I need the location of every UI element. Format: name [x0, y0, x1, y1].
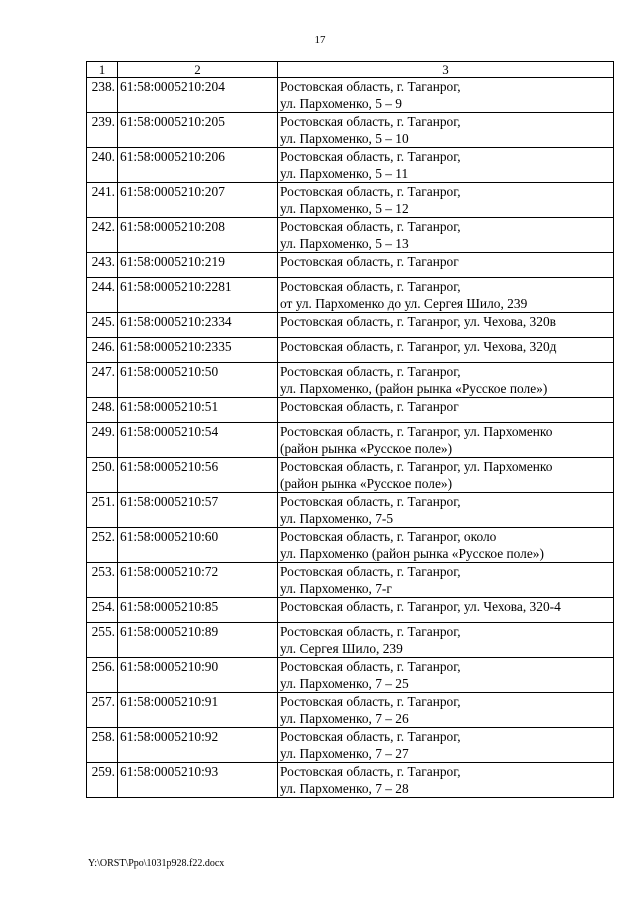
cadastral-number-cell: 61:58:0005210:92	[118, 728, 278, 763]
column-header-address: 3	[278, 62, 614, 78]
row-number-cell: 257.	[87, 693, 118, 728]
cadastral-number-cell: 61:58:0005210:72	[118, 563, 278, 598]
row-number-cell: 245.	[87, 313, 118, 338]
column-header-number: 1	[87, 62, 118, 78]
cadastral-number-cell: 61:58:0005210:90	[118, 658, 278, 693]
address-line: ул. Пархоменко, 5 – 12	[280, 201, 409, 216]
address-cell	[278, 763, 614, 798]
row-number-cell: 244.	[87, 278, 118, 313]
address-cell	[278, 528, 614, 563]
address-line: Ростовская область, г. Таганрог,	[280, 149, 461, 164]
address-line: Ростовская область, г. Таганрог,	[280, 729, 461, 744]
table-row	[87, 458, 614, 493]
cadastral-number-cell: 61:58:0005210:50	[118, 363, 278, 398]
address-line: Ростовская область, г. Таганрог, ул. Чехова, 320д	[280, 339, 557, 354]
table-row	[87, 338, 614, 363]
address-line: Ростовская область, г. Таганрог, ул. Чехова, 320-4	[280, 599, 561, 614]
address-cell	[278, 623, 614, 658]
table-row	[87, 763, 614, 798]
address-line: (район рынка «Русское поле»)	[280, 476, 453, 491]
address-line: ул. Сергея Шило, 239	[280, 641, 403, 656]
table-row	[87, 218, 614, 253]
table-row	[87, 563, 614, 598]
address-line: Ростовская область, г. Таганрог,	[280, 279, 461, 294]
table-row	[87, 363, 614, 398]
address-line: Ростовская область, г. Таганрог,	[280, 364, 461, 379]
address-line: Ростовская область, г. Таганрог,	[280, 764, 461, 779]
row-number-cell: 240.	[87, 148, 118, 183]
table-row	[87, 598, 614, 623]
row-number-cell: 249.	[87, 423, 118, 458]
address-line: ул. Пархоменко, 5 – 10	[280, 131, 409, 146]
table-row	[87, 728, 614, 763]
address-cell	[278, 148, 614, 183]
address-line: Ростовская область, г. Таганрог,	[280, 694, 461, 709]
address-line: ул. Пархоменко (район рынка «Русское поле»)	[280, 546, 544, 561]
table-row	[87, 78, 614, 113]
address-cell	[278, 423, 614, 458]
row-number-cell: 256.	[87, 658, 118, 693]
table-body	[87, 78, 614, 798]
cadastral-number-cell: 61:58:0005210:57	[118, 493, 278, 528]
address-cell	[278, 493, 614, 528]
address-cell	[278, 363, 614, 398]
table-header-row	[87, 62, 614, 78]
cadastral-number-cell: 61:58:0005210:54	[118, 423, 278, 458]
cadastral-number-cell: 61:58:0005210:2281	[118, 278, 278, 313]
address-cell	[278, 278, 614, 313]
cadastral-number-cell: 61:58:0005210:2334	[118, 313, 278, 338]
row-number-cell: 255.	[87, 623, 118, 658]
address-cell	[278, 253, 614, 278]
address-cell	[278, 313, 614, 338]
address-line: Ростовская область, г. Таганрог,	[280, 494, 461, 509]
address-line: Ростовская область, г. Таганрог,	[280, 564, 461, 579]
row-number-cell: 239.	[87, 113, 118, 148]
cadastral-number-cell: 61:58:0005210:204	[118, 78, 278, 113]
cadastral-number-cell: 61:58:0005210:206	[118, 148, 278, 183]
row-number-cell: 248.	[87, 398, 118, 423]
table-row	[87, 693, 614, 728]
row-number-cell: 254.	[87, 598, 118, 623]
address-line: ул. Пархоменко, (район рынка «Русское поле»)	[280, 381, 548, 396]
row-number-cell: 246.	[87, 338, 118, 363]
address-cell	[278, 728, 614, 763]
cadastral-number-cell: 61:58:0005210:2335	[118, 338, 278, 363]
row-number-cell: 241.	[87, 183, 118, 218]
row-number-cell: 251.	[87, 493, 118, 528]
row-number-cell: 252.	[87, 528, 118, 563]
row-number-cell: 250.	[87, 458, 118, 493]
address-line: ул. Пархоменко, 7 – 25	[280, 676, 409, 691]
address-line: ул. Пархоменко, 5 – 11	[280, 166, 409, 181]
row-number-cell: 253.	[87, 563, 118, 598]
address-line: ул. Пархоменко, 7-5	[280, 511, 394, 526]
address-cell	[278, 458, 614, 493]
address-line: Ростовская область, г. Таганрог, ул. Чехова, 320в	[280, 314, 556, 329]
table-row	[87, 623, 614, 658]
cadastral-number-cell: 61:58:0005210:51	[118, 398, 278, 423]
address-line: (район рынка «Русское поле»)	[280, 441, 453, 456]
address-cell	[278, 693, 614, 728]
address-line: Ростовская область, г. Таганрог	[280, 399, 459, 414]
table-row	[87, 658, 614, 693]
address-line: Ростовская область, г. Таганрог, ул. Пархоменко	[280, 424, 553, 439]
address-line: ул. Пархоменко, 7 – 28	[280, 781, 409, 796]
address-line: Ростовская область, г. Таганрог, ул. Пархоменко	[280, 459, 553, 474]
address-line: Ростовская область, г. Таганрог	[280, 254, 459, 269]
row-number-cell: 259.	[87, 763, 118, 798]
address-line: Ростовская область, г. Таганрог,	[280, 624, 461, 639]
table-row	[87, 113, 614, 148]
row-number-cell: 243.	[87, 253, 118, 278]
address-line: Ростовская область, г. Таганрог,	[280, 219, 461, 234]
cadastral-number-cell: 61:58:0005210:219	[118, 253, 278, 278]
address-line: ул. Пархоменко, 5 – 9	[280, 96, 402, 111]
address-cell	[278, 563, 614, 598]
row-number-cell: 258.	[87, 728, 118, 763]
address-line: ул. Пархоменко, 7-г	[280, 581, 392, 596]
address-line: ул. Пархоменко, 7 – 27	[280, 746, 409, 761]
cadastral-number-cell: 61:58:0005210:93	[118, 763, 278, 798]
address-cell	[278, 598, 614, 623]
table-row	[87, 313, 614, 338]
address-cell	[278, 78, 614, 113]
table-row	[87, 253, 614, 278]
cadastral-number-cell: 61:58:0005210:85	[118, 598, 278, 623]
page-number: 17	[314, 34, 326, 46]
column-header-cadastral: 2	[118, 62, 278, 78]
address-line: Ростовская область, г. Таганрог,	[280, 114, 461, 129]
cadastral-number-cell: 61:58:0005210:56	[118, 458, 278, 493]
address-cell	[278, 183, 614, 218]
row-number-cell: 242.	[87, 218, 118, 253]
cadastral-number-cell: 61:58:0005210:60	[118, 528, 278, 563]
table-row	[87, 423, 614, 458]
cadastral-number-cell: 61:58:0005210:89	[118, 623, 278, 658]
address-line: ул. Пархоменко, 5 – 13	[280, 236, 409, 251]
table-row	[87, 493, 614, 528]
address-line: ул. Пархоменко, 7 – 26	[280, 711, 409, 726]
address-cell	[278, 338, 614, 363]
table-row	[87, 398, 614, 423]
row-number-cell: 238.	[87, 78, 118, 113]
address-line: от ул. Пархоменко до ул. Сергея Шило, 239	[280, 296, 528, 311]
address-cell	[278, 218, 614, 253]
file-path-footer: Y:\ORST\Ppo\1031p928.f22.docx	[88, 858, 225, 869]
address-cell	[278, 113, 614, 148]
cadastral-number-cell: 61:58:0005210:91	[118, 693, 278, 728]
cadastral-number-cell: 61:58:0005210:205	[118, 113, 278, 148]
table-row	[87, 183, 614, 218]
address-line: Ростовская область, г. Таганрог,	[280, 79, 461, 94]
table-row	[87, 528, 614, 563]
row-number-cell: 247.	[87, 363, 118, 398]
address-line: Ростовская область, г. Таганрог,	[280, 184, 461, 199]
address-line: Ростовская область, г. Таганрог,	[280, 659, 461, 674]
address-cell	[278, 658, 614, 693]
address-line: Ростовская область, г. Таганрог, около	[280, 529, 497, 544]
land-plot-registry-table	[86, 61, 614, 798]
address-cell	[278, 398, 614, 423]
table-row	[87, 148, 614, 183]
cadastral-number-cell: 61:58:0005210:207	[118, 183, 278, 218]
table-row	[87, 278, 614, 313]
cadastral-number-cell: 61:58:0005210:208	[118, 218, 278, 253]
